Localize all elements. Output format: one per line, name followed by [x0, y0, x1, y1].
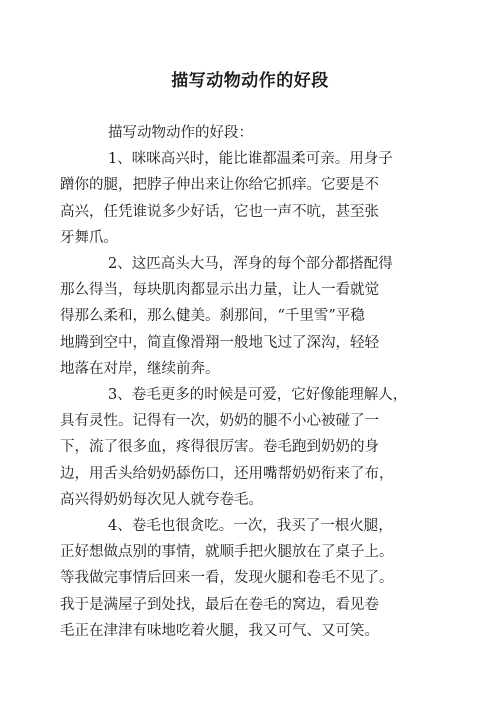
document-title: 描写动物动作的好段	[171, 71, 329, 91]
paragraph-4-line: 正好想做点别的事情，就顺手把火腿放在了桌子上。	[60, 544, 394, 561]
paragraph-4-line: 我于是满屋子到处找，最后在卷毛的窝边，看见卷	[60, 596, 379, 613]
document-body	[60, 120, 440, 644]
paragraph-4-line: 毛正在津津有味地吃着火腿，我又可气、又可笑。	[60, 622, 379, 639]
paragraph-2-line: 地落在对岸，继续前奔。	[60, 360, 220, 377]
paragraph-4-line: 等我做完事情后回来一看，发现火腿和卷毛不见了。	[60, 570, 394, 587]
paragraph-3-line: 3、卷毛更多的时候是可爱，它好像能理解人，	[108, 387, 408, 404]
intro-line: 描写动物动作的好段：	[108, 125, 253, 141]
paragraph-3-line: 高兴得奶奶每次见人就夸卷毛。	[60, 491, 263, 508]
paragraph-1-line: 高兴，任凭谁说多少好话，它也一声不吭，甚至张	[60, 203, 379, 220]
paragraph-2-line: 2、这匹高头大马，浑身的每个部分都搭配得	[108, 256, 393, 273]
paragraph-1-line: 1、咪咪高兴时，能比谁都温柔可亲。用身子	[108, 151, 393, 168]
paragraph-1-line: 蹭你的腿，把脖子伸出来让你给它抓痒。它要是不	[60, 177, 379, 194]
paragraph-2-line: 得那么柔和，那么健美。刹那间，“千里雪”平稳	[60, 308, 365, 325]
paragraph-2-line: 那么得当，每块肌肉都显示出力量，让人一看就觉	[60, 282, 379, 299]
paragraph-4-line: 4、卷毛也很贪吃。一次，我买了一根火腿，	[108, 518, 393, 535]
paragraph-3-line: 下，流了很多血，疼得很厉害。卷毛跑到奶奶的身	[60, 439, 379, 456]
paragraph-3-line: 边，用舌头给奶奶舔伤口，还用嘴帮奶奶衔来了布，	[60, 465, 394, 482]
paragraph-2-line: 地腾到空中，简直像滑翔一般地飞过了深沟，轻轻	[60, 334, 379, 351]
paragraph-1-line: 牙舞爪。	[60, 229, 118, 246]
paragraph-3-line: 具有灵性。记得有一次，奶奶的腿不小心被碰了一	[60, 413, 379, 430]
